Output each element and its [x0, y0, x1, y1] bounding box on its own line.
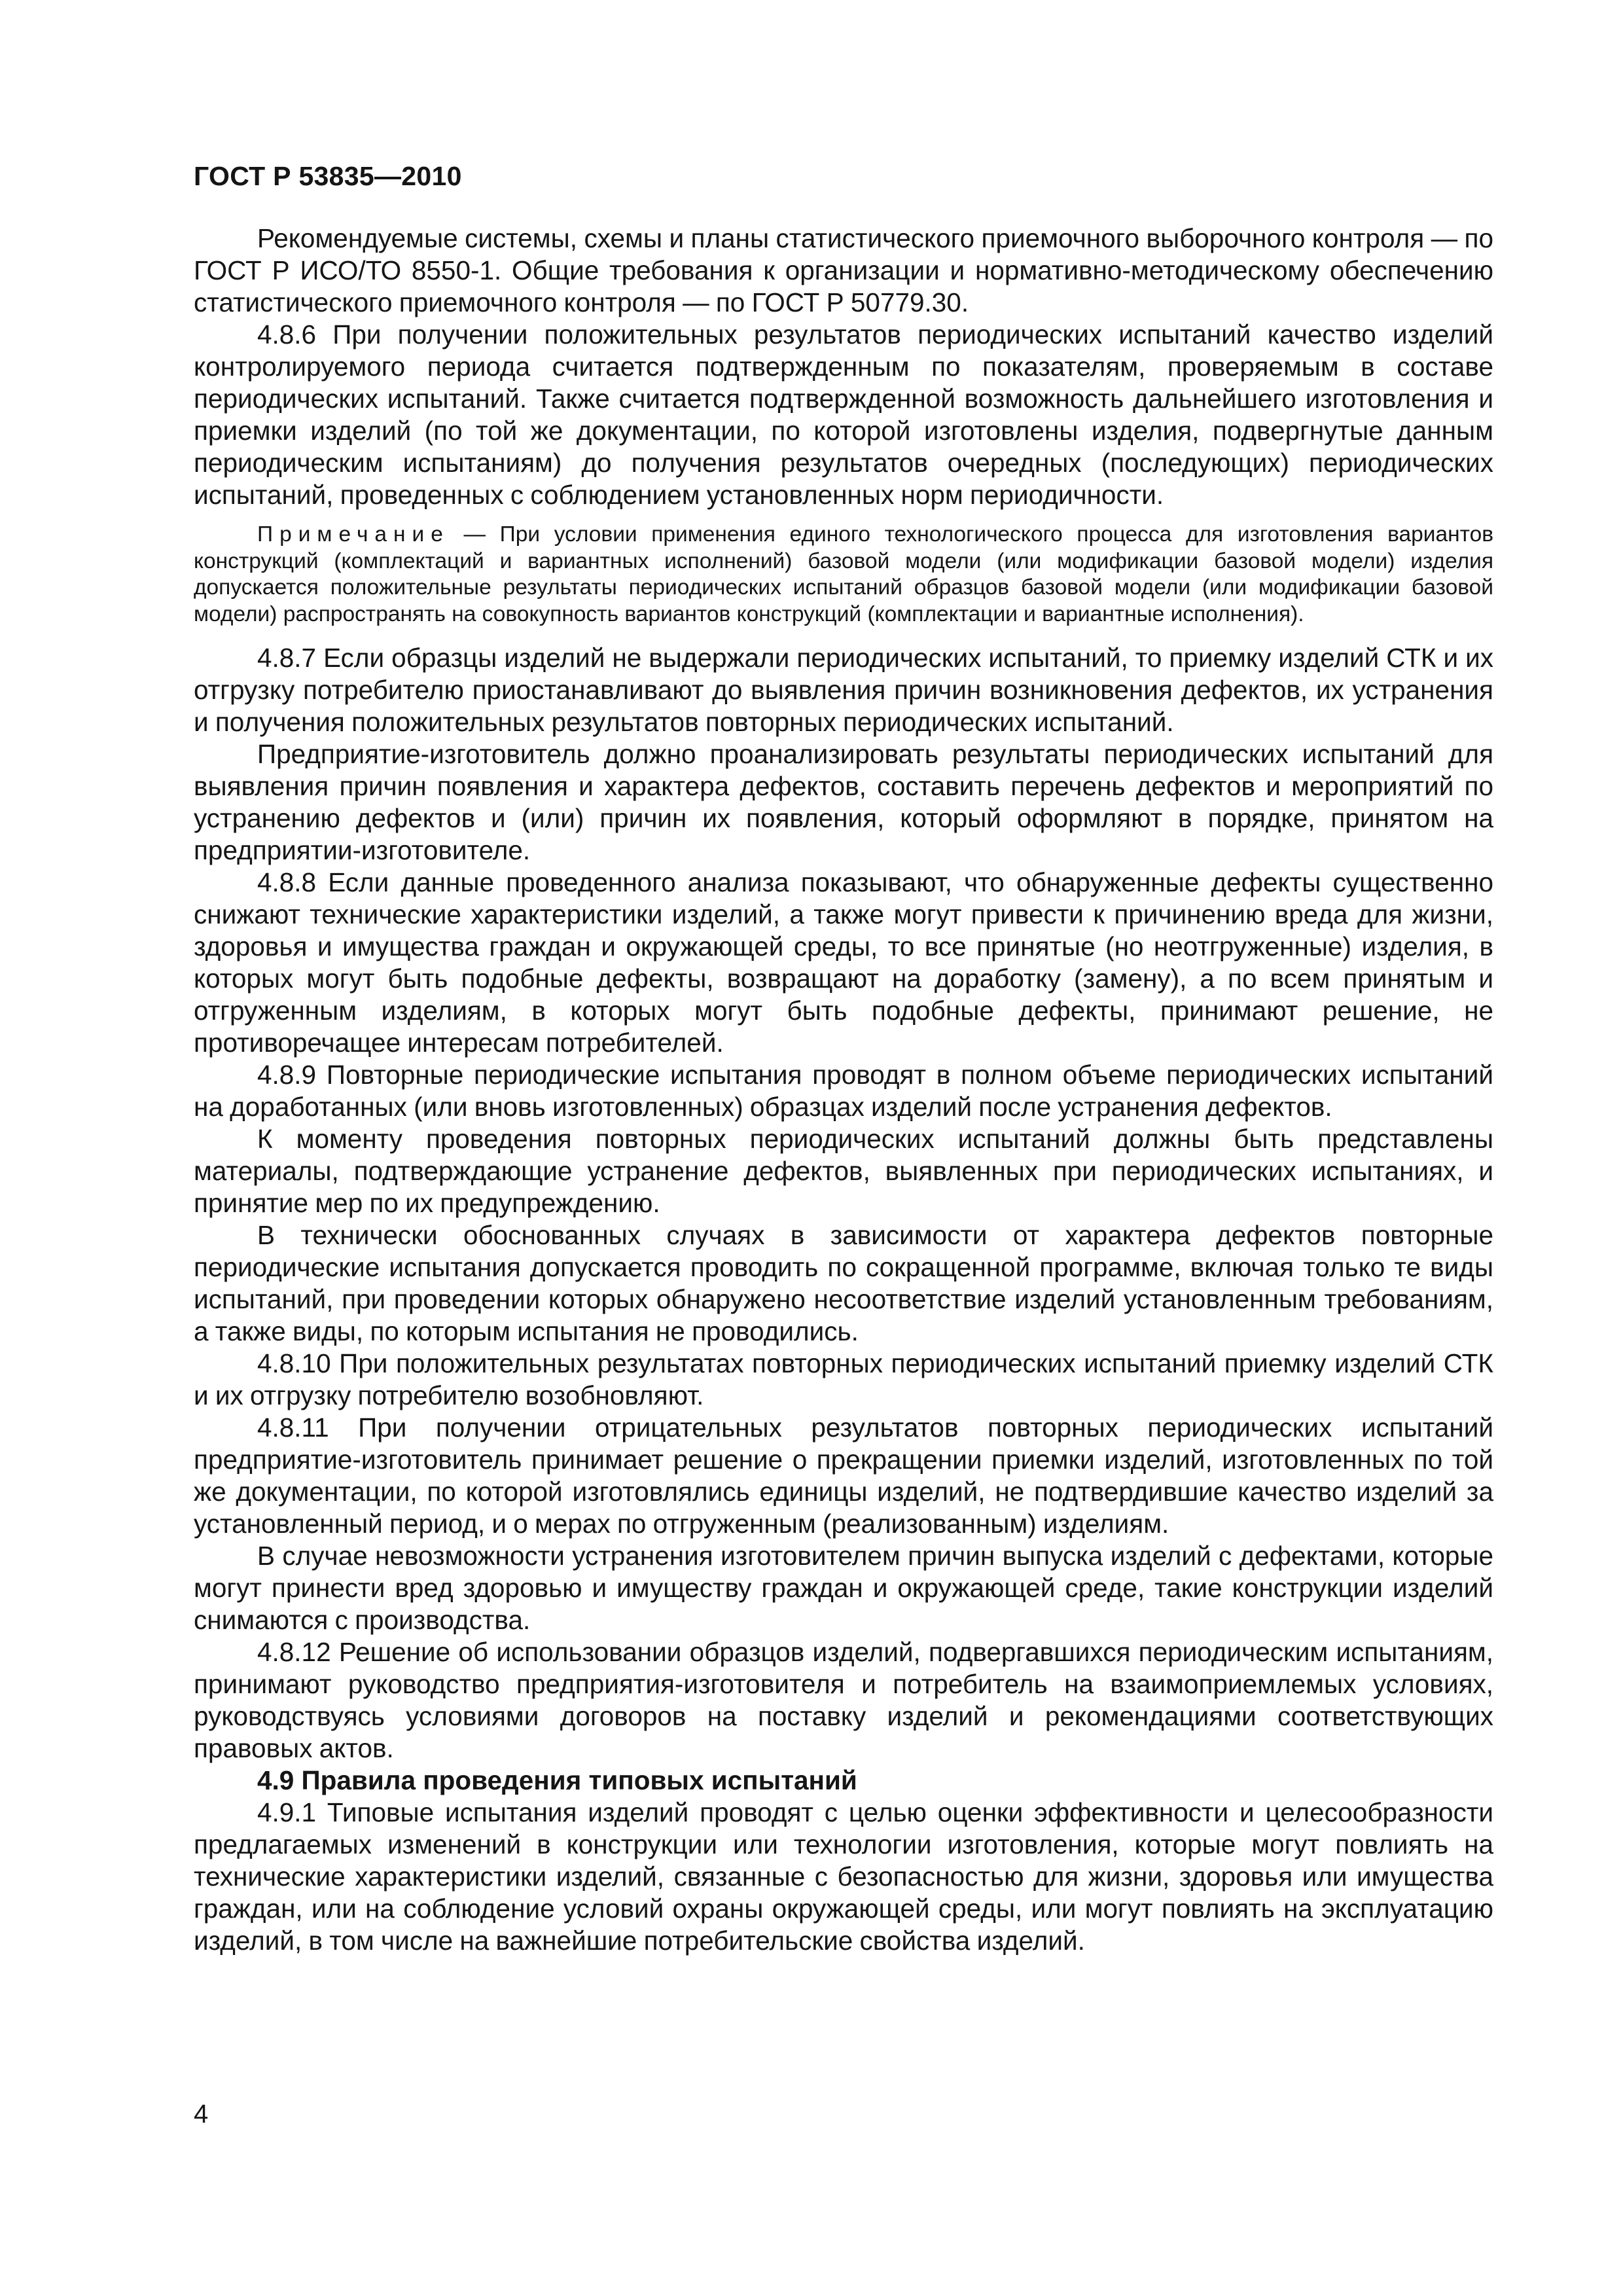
paragraph-4-8-7: 4.8.7 Если образцы изделий не выдержали периодических испытаний, то приемку изделий СТК и их отгрузку потребителю приостанавливают до выявления причин возникновения дефектов, их устранения и получения положительных результатов повторных периодических испытаний. — [194, 643, 1493, 737]
page-body — [194, 223, 1493, 1957]
paragraph-4-8-10: 4.8.10 При положительных результатах повторных периодических испытаний приемку изделий СТК и их отгрузку потребителю возобновляют. — [194, 1348, 1493, 1410]
paragraph-intro: Рекомендуемые системы, схемы и планы статистического приемочного выборочного контроля — по ГОСТ Р ИСО/ТО 8550-1. Общие требования к организации и нормативно-методическому обеспечению статистического приемочного контроля — по ГОСТ Р 50779.30. — [194, 223, 1493, 317]
note-label: Примечание — [257, 522, 450, 547]
paragraph-4-8-9-materials: К моменту проведения повторных периодических испытаний должны быть представлены материалы, подтверждающие устранение дефектов, выявленных при периодических испытаниях, и принятие мер по их предупреждению. — [194, 1124, 1493, 1218]
note-block — [194, 522, 1493, 628]
paragraph-4-8-9-reduced-program: В технически обоснованных случаях в зависимости от характера дефектов повторные периодические испытания допускается проводить по сокращенной программе, включая только те виды испытаний, при проведении которых обнаружено несоответствие изделий установленным требованиям, а также виды, по которым испытания не проводились. — [194, 1220, 1493, 1346]
paragraph-4-8-9: 4.8.9 Повторные периодические испытания проводят в полном объеме периодических испытаний на доработанных (или вновь изготовленных) образцах изделий после устранения дефектов. — [194, 1060, 1493, 1122]
paragraph-4-9-1: 4.9.1 Типовые испытания изделий проводят с целью оценки эффективности и целесообразности предлагаемых изменений в конструкции или технологии изготовления, которые могут повлиять на технические характеристики изделий, связанные с безопасностью для жизни, здоровья или имущества граждан, или на соблюдение условий охраны окружающей среды, или могут повлиять на эксплуатацию изделий, в том числе на важнейшие потребительские свойства изделий. — [194, 1797, 1493, 1956]
section-heading-4-9: 4.9 Правила проведения типовых испытаний — [257, 1765, 857, 1795]
paragraph-4-8-11-removal: В случае невозможности устранения изготовителем причин выпуска изделий с дефектами, которые могут принести вред здоровью и имуществу граждан и окружающей среде, такие конструкции изделий снимаются с производства. — [194, 1541, 1493, 1635]
note-text: — При условии применения единого технологического процесса для изготовления вариантов конструкций (комплектаций и вариантных исполнений) базовой модели (или модификации базовой модели) изделия допускается положительные результаты периодических испытаний образцов базовой модели (или модификации базовой модели) распространять на совокупность вариантов конструкций (комплектации и вариантные исполнения). — [194, 522, 1493, 626]
paragraph-4-8-12: 4.8.12 Решение об использовании образцов изделий, подвергавшихся периодическим испытаниям, принимают руководство предприятия-изготовителя и потребитель на взаимоприемлемых условиях, руководствуясь условиями договоров на поставку изделий и рекомендациями соответствующих правовых актов. — [194, 1637, 1493, 1763]
paragraph-4-8-11: 4.8.11 При получении отрицательных результатов повторных периодических испытаний предприятие-изготовитель принимает решение о прекращении приемки изделий, изготовленных по той же документации, по которой изготовлялись единицы изделий, не подтвердившие качество изделий за установленный период, и о мерах по отгруженным (реализованным) изделиям. — [194, 1412, 1493, 1539]
page-number: 4 — [194, 2100, 209, 2128]
paragraph-4-8-6: 4.8.6 При получении положительных результатов периодических испытаний качество изделий контролируемого периода считается подтвержденным по показателям, проверяемым в составе периодических испытаний. Также считается подтвержденной возможность дальнейшего изготовления и приемки изделий (по той же документации, по которой изготовлены изделия, подвергнутые данным периодическим испытаниям) до получения результатов очередных (последующих) периодических испытаний, проведенных с соблюдением установленных норм периодичности. — [194, 319, 1493, 510]
paragraph-4-8-7-analysis: Предприятие-изготовитель должно проанализировать результаты периодических испытаний для выявления причин появления и характера дефектов, составить перечень дефектов и мероприятий по устранению дефектов и (или) причин их появления, который оформляют в порядке, принятом на предприятии-изготовителе. — [194, 739, 1493, 865]
document-code-header: ГОСТ Р 53835—2010 — [194, 161, 462, 191]
paragraph-4-8-8: 4.8.8 Если данные проведенного анализа показывают, что обнаруженные дефекты существенно снижают технические характеристики изделий, а также могут привести к причинению вреда для жизни, здоровья и имущества граждан и окружающей среды, то все принятые (но неотгруженные) изделия, в которых могут быть подобные дефекты, возвращают на доработку (замену), а по всем принятым и отгруженным изделиям, в которых могут быть подобные дефекты, принимают решение, не противоречащее интересам потребителей. — [194, 867, 1493, 1058]
